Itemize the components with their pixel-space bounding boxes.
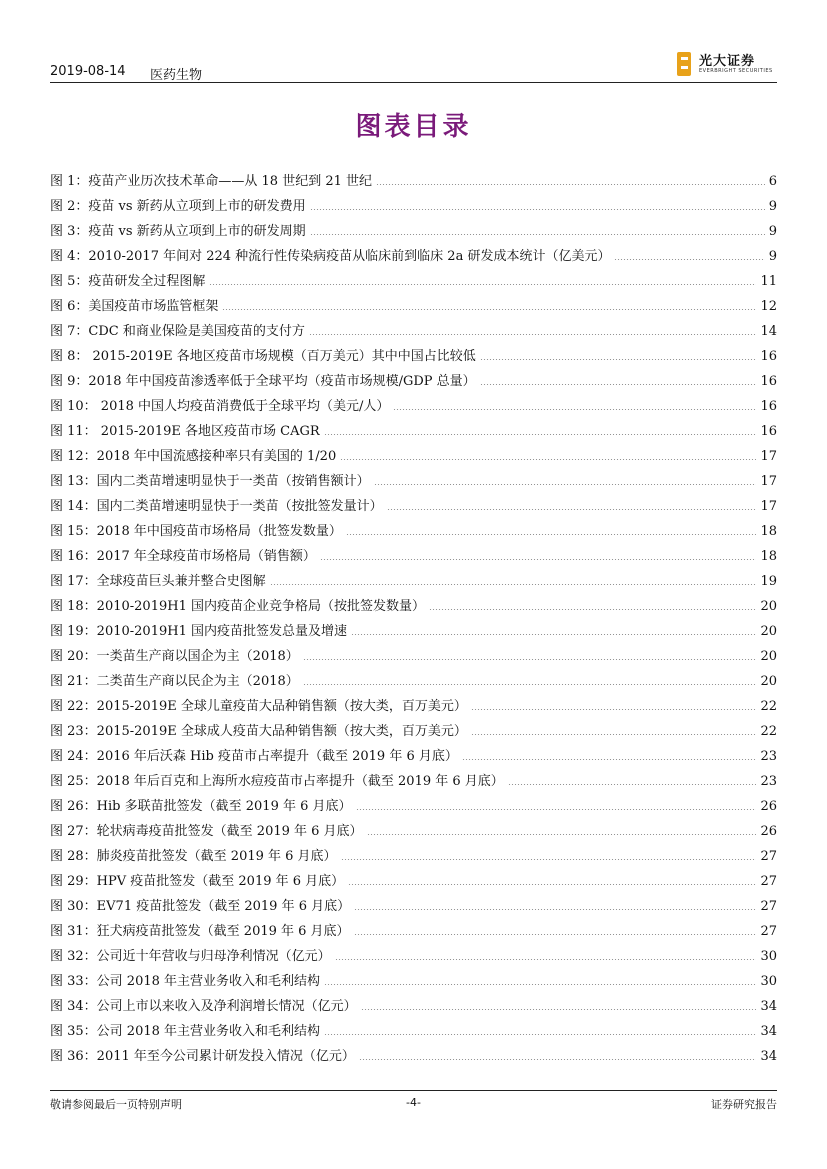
dot-leader (508, 784, 757, 785)
toc-entry-label[interactable]: 图 2：疫苗 vs 新药从立项到上市的研发费用 (50, 199, 306, 214)
dot-leader (324, 434, 757, 435)
toc-entry[interactable] (50, 914, 777, 939)
toc-entry-page[interactable]: 17 (760, 449, 777, 464)
toc-entry-label[interactable]: 图 17：全球疫苗巨头兼并整合史图解 (50, 574, 266, 589)
disclaimer-note: 敬请参阅最后一页特别声明 (50, 1098, 182, 1111)
toc-entry[interactable] (50, 789, 777, 814)
toc-entry[interactable] (50, 314, 777, 339)
toc-entry-page[interactable]: 9 (768, 199, 777, 214)
toc-entry-label[interactable]: 图 33：公司 2018 年主营业务收入和毛利结构 (50, 974, 321, 989)
toc-entry-page[interactable]: 16 (760, 349, 777, 364)
dot-leader (340, 459, 756, 460)
logo-chinese-name: 光大证券 (699, 54, 756, 69)
toc-entry-label[interactable]: 图 5：疫苗研发全过程图解 (50, 274, 206, 289)
dot-leader (324, 984, 756, 985)
toc-entry-label[interactable]: 图 24：2016 年后沃森 Hib 疫苗市占率提升（截至 2019 年 6 月底） (50, 749, 458, 764)
toc-entry-page[interactable]: 11 (760, 274, 777, 289)
dot-leader (341, 859, 757, 860)
toc-entry-label[interactable]: 图 36：2011 年至今公司累计研发投入情况（亿元） (50, 1049, 355, 1064)
toc-entry-label[interactable]: 图 15：2018 年中国疫苗市场格局（批签发数量） (50, 524, 342, 539)
dot-leader (356, 809, 757, 810)
dot-leader (354, 934, 757, 935)
page-number: -4- (406, 1096, 421, 1109)
toc-entry[interactable] (50, 764, 777, 789)
toc-entry[interactable] (50, 639, 777, 664)
toc-entry-page[interactable]: 20 (760, 624, 777, 639)
toc-entry[interactable] (50, 589, 777, 614)
toc-entry[interactable] (50, 289, 777, 314)
toc-entry-page[interactable]: 34 (760, 999, 777, 1014)
toc-entry-page[interactable]: 26 (760, 824, 777, 839)
toc-entry-label[interactable]: 图 14：国内二类苗增速明显快于一类苗（按批签发量计） (50, 499, 383, 514)
dot-leader (209, 284, 756, 285)
toc-entry[interactable] (50, 989, 777, 1014)
toc-entry-label[interactable]: 图 3：疫苗 vs 新药从立项到上市的研发周期 (50, 224, 306, 239)
dot-leader (374, 484, 757, 485)
page-title: 图表目录 (355, 112, 472, 142)
toc-entry-label[interactable]: 图 25：2018 年后百克和上海所水痘疫苗市占率提升（截至 2019 年 6 月底） (50, 774, 504, 789)
dot-leader (303, 684, 757, 685)
toc-entry-page[interactable]: 20 (760, 649, 777, 664)
toc-entry-label[interactable]: 图 35：公司 2018 年主营业务收入和毛利结构 (50, 1024, 321, 1039)
page-header (50, 54, 777, 83)
figure-list (50, 164, 777, 1064)
dot-leader (346, 534, 757, 535)
toc-entry-page[interactable]: 30 (760, 974, 777, 989)
report-date: 2019-08-14 (50, 64, 126, 79)
dot-leader (471, 734, 757, 735)
toc-entry-label[interactable]: 图 4：2010-2017 年间对 224 种流行性传染病疫苗从临床前到临床 2a 研发成本统计（亿美元） (50, 249, 611, 264)
dot-leader (320, 559, 757, 560)
toc-entry[interactable] (50, 814, 777, 839)
toc-entry-page[interactable]: 12 (760, 299, 777, 314)
toc-entry[interactable] (50, 539, 777, 564)
toc-entry-page[interactable]: 27 (760, 849, 777, 864)
toc-entry-page[interactable]: 20 (760, 599, 777, 614)
toc-entry-label[interactable]: 图 20：一类苗生产商以国企为主（2018） (50, 649, 299, 664)
toc-entry-label[interactable]: 图 28：肺炎疫苗批签发（截至 2019 年 6 月底） (50, 849, 337, 864)
toc-entry-label[interactable]: 图 8： 2015-2019E 各地区疫苗市场规模（百万美元）其中中国占比较低 (50, 349, 476, 364)
toc-entry[interactable] (50, 514, 777, 539)
toc-entry[interactable] (50, 489, 777, 514)
dot-leader (359, 1059, 757, 1060)
dot-leader (361, 1009, 757, 1010)
toc-entry-page[interactable]: 18 (760, 524, 777, 539)
everbright-logo-icon (677, 52, 691, 76)
toc-entry-label[interactable]: 图 13：国内二类苗增速明显快于一类苗（按销售额计） (50, 474, 370, 489)
toc-entry[interactable] (50, 939, 777, 964)
toc-entry-page[interactable]: 14 (760, 324, 777, 339)
toc-entry[interactable] (50, 389, 777, 414)
dot-leader (270, 584, 757, 585)
toc-entry[interactable] (50, 264, 777, 289)
toc-entry-label[interactable]: 图 31：狂犬病疫苗批签发（截至 2019 年 6 月底） (50, 924, 350, 939)
toc-entry-page[interactable]: 27 (760, 924, 777, 939)
toc-entry-page[interactable]: 16 (760, 424, 777, 439)
dot-leader (393, 409, 756, 410)
toc-entry-page[interactable]: 18 (760, 549, 777, 564)
toc-entry-label[interactable]: 图 22：2015-2019E 全球儿童疫苗大品种销售额（按大类，百万美元） (50, 699, 467, 714)
toc-entry-page[interactable]: 17 (760, 474, 777, 489)
toc-entry[interactable] (50, 689, 777, 714)
toc-entry[interactable] (50, 364, 777, 389)
toc-entry-page[interactable]: 34 (760, 1049, 777, 1064)
toc-entry-page[interactable]: 20 (760, 674, 777, 689)
toc-entry-label[interactable]: 图 11： 2015-2019E 各地区疫苗市场 CAGR (50, 424, 320, 439)
dot-leader (387, 509, 757, 510)
toc-entry[interactable] (50, 214, 777, 239)
toc-entry[interactable] (50, 189, 777, 214)
toc-entry[interactable] (50, 614, 777, 639)
dot-leader (354, 909, 756, 910)
toc-entry-page[interactable]: 6 (768, 174, 777, 189)
toc-entry[interactable] (50, 739, 777, 764)
dot-leader (222, 309, 756, 310)
dot-leader (480, 359, 757, 360)
toc-entry-page[interactable]: 17 (760, 499, 777, 514)
dot-leader (335, 959, 757, 960)
toc-entry-label[interactable]: 图 21：二类苗生产商以民企为主（2018） (50, 674, 299, 689)
dot-leader (310, 234, 765, 235)
dot-leader (351, 634, 756, 635)
toc-entry-page[interactable]: 27 (760, 874, 777, 889)
toc-entry-label[interactable]: 图 26：Hib 多联苗批签发（截至 2019 年 6 月底） (50, 799, 352, 814)
dot-leader (310, 209, 765, 210)
toc-entry[interactable] (50, 964, 777, 989)
dot-leader (309, 334, 757, 335)
dot-leader (480, 384, 757, 385)
toc-entry-label[interactable]: 图 27：轮状病毒疫苗批签发（截至 2019 年 6 月底） (50, 824, 363, 839)
toc-entry-page[interactable]: 30 (760, 949, 777, 964)
dot-leader (348, 884, 756, 885)
toc-entry-label[interactable]: 图 34：公司上市以来收入及净利润增长情况（亿元） (50, 999, 357, 1014)
toc-entry-label[interactable]: 图 6：美国疫苗市场监管框架 (50, 299, 219, 314)
dot-leader (614, 259, 764, 260)
toc-entry-label[interactable]: 图 12：2018 年中国流感接种率只有美国的 1/20 (50, 449, 337, 464)
dot-leader (471, 709, 757, 710)
report-type: 证券研究报告 (711, 1098, 777, 1111)
footer-divider (50, 1090, 777, 1091)
toc-entry-label[interactable]: 图 30：EV71 疫苗批签发（截至 2019 年 6 月底） (50, 899, 351, 914)
toc-entry-label[interactable]: 图 10： 2018 中国人均疫苗消费低于全球平均（美元/人） (50, 399, 390, 414)
dot-leader (429, 609, 756, 610)
dot-leader (376, 184, 765, 185)
toc-entry-page[interactable]: 34 (760, 1024, 777, 1039)
toc-entry-page[interactable]: 23 (760, 774, 777, 789)
logo-english-name: EVERBRIGHT SECURITIES (699, 68, 773, 74)
dot-leader (303, 659, 757, 660)
dot-leader (462, 759, 757, 760)
toc-entry-label[interactable]: 图 19：2010-2019H1 国内疫苗批签发总量及增速 (50, 624, 347, 639)
toc-entry-label[interactable]: 图 32：公司近十年营收与归母净利情况（亿元） (50, 949, 331, 964)
toc-entry-label[interactable]: 图 29：HPV 疫苗批签发（截至 2019 年 6 月底） (50, 874, 345, 889)
toc-entry-label[interactable]: 图 7：CDC 和商业保险是美国疫苗的支付方 (50, 324, 305, 339)
toc-entry[interactable] (50, 664, 777, 689)
toc-entry-label[interactable]: 图 1：疫苗产业历次技术革命——从 18 世纪到 21 世纪 (50, 174, 373, 189)
toc-entry[interactable] (50, 439, 777, 464)
toc-entry[interactable] (50, 464, 777, 489)
toc-entry-label[interactable]: 图 9：2018 年中国疫苗渗透率低于全球平均（疫苗市场规模/GDP 总量） (50, 374, 476, 389)
toc-entry[interactable] (50, 864, 777, 889)
toc-entry-page[interactable]: 23 (760, 749, 777, 764)
toc-entry-page[interactable]: 26 (760, 799, 777, 814)
toc-entry-page[interactable]: 22 (760, 699, 777, 714)
toc-entry-label[interactable]: 图 23：2015-2019E 全球成人疫苗大品种销售额（按大类，百万美元） (50, 724, 467, 739)
toc-entry[interactable] (50, 1014, 777, 1039)
dot-leader (367, 834, 757, 835)
toc-entry[interactable] (50, 1039, 777, 1064)
header-divider (50, 82, 777, 83)
toc-entry[interactable] (50, 839, 777, 864)
toc-entry-page[interactable]: 22 (760, 724, 777, 739)
toc-entry[interactable] (50, 714, 777, 739)
toc-entry-page[interactable]: 9 (768, 224, 777, 239)
toc-entry-page[interactable]: 19 (760, 574, 777, 589)
toc-entry-page[interactable]: 27 (760, 899, 777, 914)
toc-entry[interactable] (50, 164, 777, 189)
toc-entry[interactable] (50, 339, 777, 364)
toc-entry-page[interactable]: 9 (768, 249, 777, 264)
page-footer (50, 1096, 777, 1114)
toc-entry-label[interactable]: 图 16：2017 年全球疫苗市场格局（销售额） (50, 549, 316, 564)
toc-entry[interactable] (50, 564, 777, 589)
toc-entry-label[interactable]: 图 18：2010-2019H1 国内疫苗企业竞争格局（按批签发数量） (50, 599, 425, 614)
report-sector: 医药生物 (150, 68, 203, 83)
toc-entry-page[interactable]: 16 (760, 374, 777, 389)
toc-entry[interactable] (50, 239, 777, 264)
toc-entry[interactable] (50, 414, 777, 439)
everbright-logo (677, 50, 777, 80)
toc-entry-page[interactable]: 16 (760, 399, 777, 414)
dot-leader (324, 1034, 756, 1035)
toc-entry[interactable] (50, 889, 777, 914)
